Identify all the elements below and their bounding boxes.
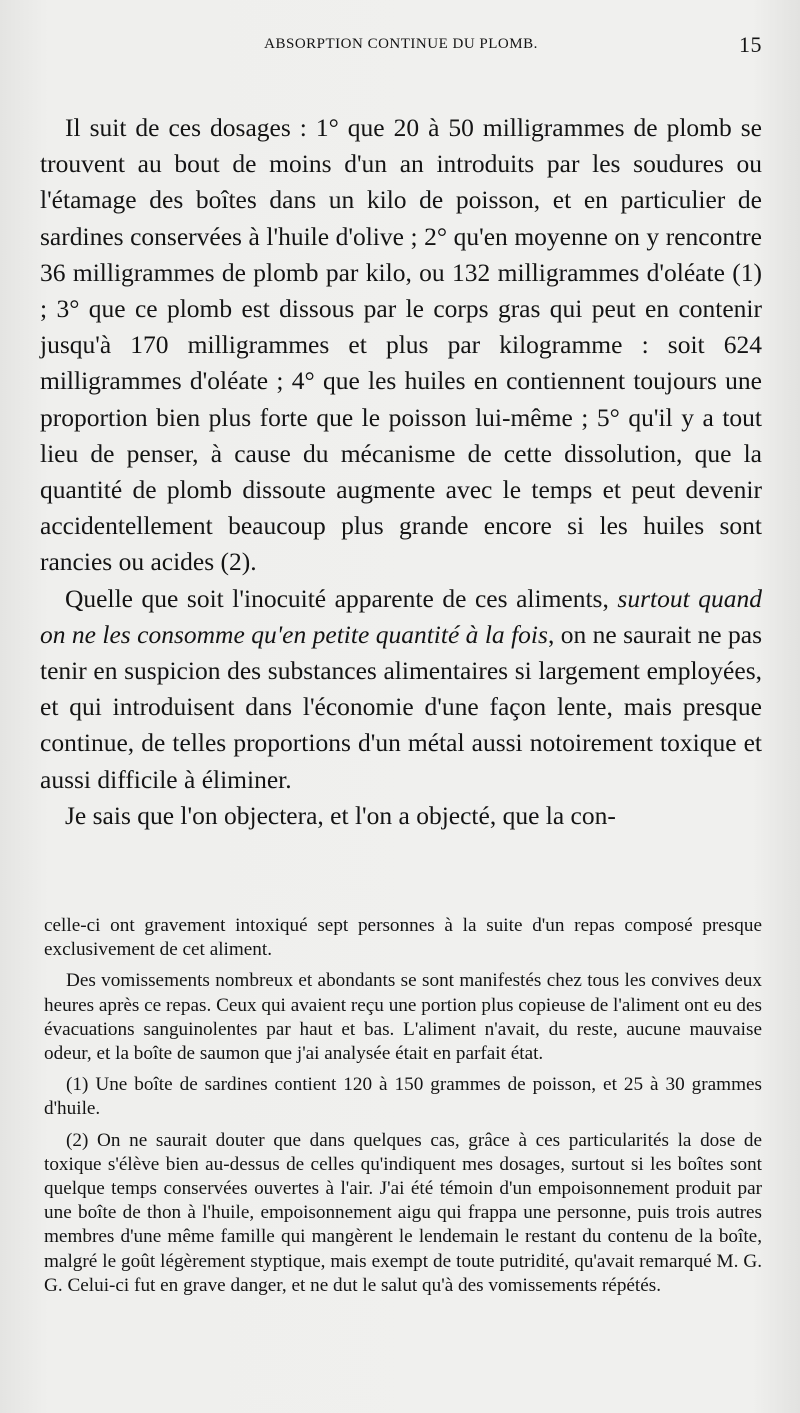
footnote-1: (1) Une boîte de sardines contient 120 à 150 grammes de poisson, et 25 à 30 grammes d'huile.	[44, 1074, 762, 1120]
footnote-2: (2) On ne saurait douter que dans quelques cas, grâce à ces particularités la dose de toxique s'élève bien au-dessus de celles qu'indiquent mes dosages, surtout si les boîtes sont quelque temps conservées ouvertes à l'air. J'ai été témoin d'un empoisonnement produit par une boîte de thon à l'huile, empoisonnement aigu qui frappa une personne, puis trois autres membres d'une même famille qui mangèrent le lendemain le restant du contenu de la boîte, malgré le goût légèrement styptique, mais exempt de toute putridité, qu'avait remarqué M. G. G. Celui-ci fut en grave danger, et ne dut le salut qu'à des vomissements répétés.	[44, 1129, 762, 1296]
footnotes	[44, 914, 762, 1298]
paragraph-objection: Je sais que l'on objectera, et l'on a objecté, que la con-	[65, 800, 616, 830]
page-header	[40, 32, 762, 72]
paragraph-inocuite-italic: surtout quand on ne les consomme qu'en petite quantité à la fois	[40, 583, 762, 649]
paragraph-inocuite	[40, 581, 762, 798]
paragraph-inocuite-end: , on ne saurait ne pas tenir en suspicion des substances alimentaires si largement employées, et qui introduisent dans l'économie d'une façon lente, mais presque continue, de telles proportions d'un métal aussi notoirement toxique et aussi difficile à éliminer.	[40, 619, 762, 794]
main-text	[40, 72, 762, 834]
paragraph-dosages: Il suit de ces dosages : 1° que 20 à 50 milligrammes de plomb se trouvent au bout de moins d'un an introduits par les soudures ou l'étamage des boîtes dans un kilo de poisson, et en particulier de sardines conservées à l'huile d'olive ; 2° qu'en moyenne on y rencontre 36 milligrammes de plomb par kilo, ou 132 milligrammes d'oléate (1) ; 3° que ce plomb est dissous par le corps gras qui peut en contenir jusqu'à 170 milligrammes et plus par kilogramme : soit 624 milligrammes d'oléate ; 4° que les huiles en contiennent toujours une proportion bien plus forte que le poisson lui-même ; 5° qu'il y a tout lieu de penser, à cause du mécanisme de cette dissolution, que la quantité de plomb dissoute augmente avec le temps et peut devenir accidentellement beaucoup plus grande encore si les huiles sont rancies ou acides (2).	[40, 113, 762, 577]
footnote-continuation: celle-ci ont gravement intoxiqué sept personnes à la suite d'un repas composé presque exclusivement de cet aliment.	[44, 915, 762, 961]
page-number: 15	[739, 32, 762, 57]
paragraph-inocuite-start: Quelle que soit l'inocuité apparente de ces aliments,	[65, 583, 618, 613]
footnote-continuation-paragraph: Des vomissements nombreux et abondants se sont manifestés chez tous les convives deux heures après ce repas. Ceux qui avaient reçu une portion plus copieuse de l'aliment ont eu des évacuations sanguinolentes par haut et bas. L'aliment n'avait, du reste, aucune mauvaise odeur, et la boîte de saumon que j'ai analysée était en parfait état.	[44, 970, 762, 1065]
running-title: ABSORPTION CONTINUE DU PLOMB.	[264, 36, 538, 52]
